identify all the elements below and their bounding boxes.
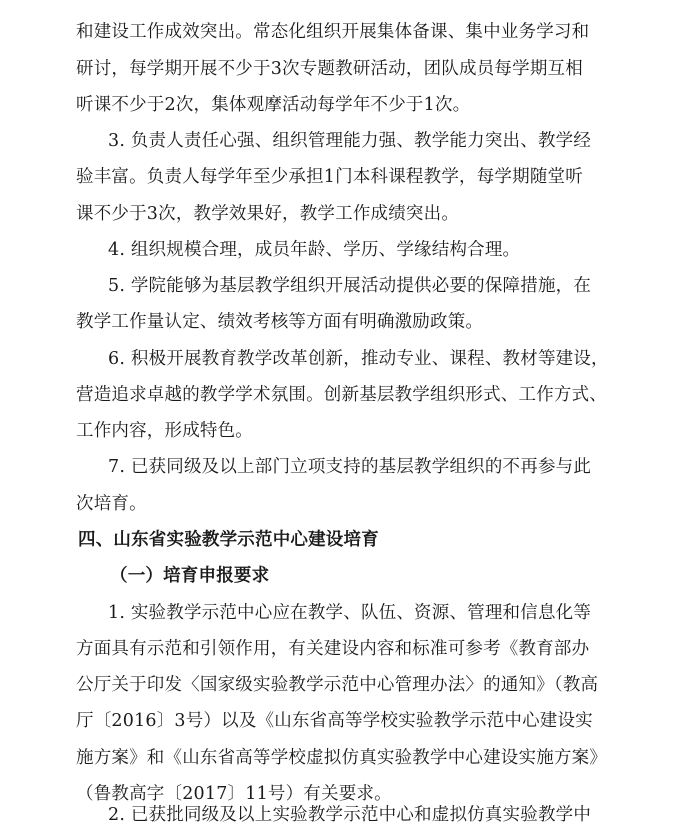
list-item-1: 1. 实验教学示范中心应在教学、队伍、资源、管理和信息化等	[108, 603, 592, 623]
section-heading: 四、山东省实验教学示范中心建设培育	[78, 530, 379, 550]
paragraph-line: 课不少于3次，教学效果好，教学工作成绩突出。	[76, 204, 460, 224]
paragraph-line: 和建设工作成效突出。常态化组织开展集体备课、集中业务学习和	[76, 22, 590, 42]
paragraph-line: 营造追求卓越的教学学术氛围。创新基层教学组织形式、工作方式、	[76, 385, 607, 405]
paragraph-line: 验丰富。负责人每学年至少承担1门本科课程教学，每学期随堂听	[76, 167, 583, 187]
list-item-3: 3. 负责人责任心强、组织管理能力强、教学能力突出、教学经	[108, 131, 592, 151]
list-item-6: 6. 积极开展教育教学改革创新，推动专业、课程、教材等建设，	[108, 349, 609, 369]
paragraph-line: （鲁教高字〔2017〕11号）有关要求。	[76, 784, 392, 804]
paragraph-line: 厅〔2016〕3号）以及《山东省高等学校实验教学示范中心建设实	[76, 711, 593, 731]
list-item-7: 7. 已获同级及以上部门立项支持的基层教学组织的不再参与此	[108, 457, 592, 477]
paragraph-line: 听课不少于2次，集体观摩活动每学年不少于1次。	[76, 95, 471, 115]
paragraph-line: 研讨，每学期开展不少于3次专题教研活动，团队成员每学期互相	[76, 59, 583, 79]
list-item-4: 4. 组织规模合理，成员年龄、学历、学缘结构合理。	[108, 240, 521, 260]
list-item-5: 5. 学院能够为基层教学组织开展活动提供必要的保障措施，在	[108, 276, 592, 296]
paragraph-line: 教学工作量认定、绩效考核等方面有明确激励政策。	[76, 312, 484, 332]
paragraph-line: 方面具有示范和引领作用，有关建设内容和标准可参考《教育部办	[76, 639, 590, 659]
subsection-heading: （一）培育申报要求	[110, 566, 270, 586]
list-item-2: 2. 已获批同级及以上实验教学示范中心和虚拟仿真实验教学中	[108, 805, 592, 825]
paragraph-line: 工作内容，形成特色。	[76, 421, 253, 441]
paragraph-line: 施方案》和《山东省高等学校虚拟仿真实验教学中心建设实施方案》	[76, 748, 607, 768]
paragraph-line: 次培育。	[76, 494, 147, 514]
paragraph-line: 公厅关于印发〈国家级实验教学示范中心管理办法〉的通知》（教高	[76, 675, 599, 695]
